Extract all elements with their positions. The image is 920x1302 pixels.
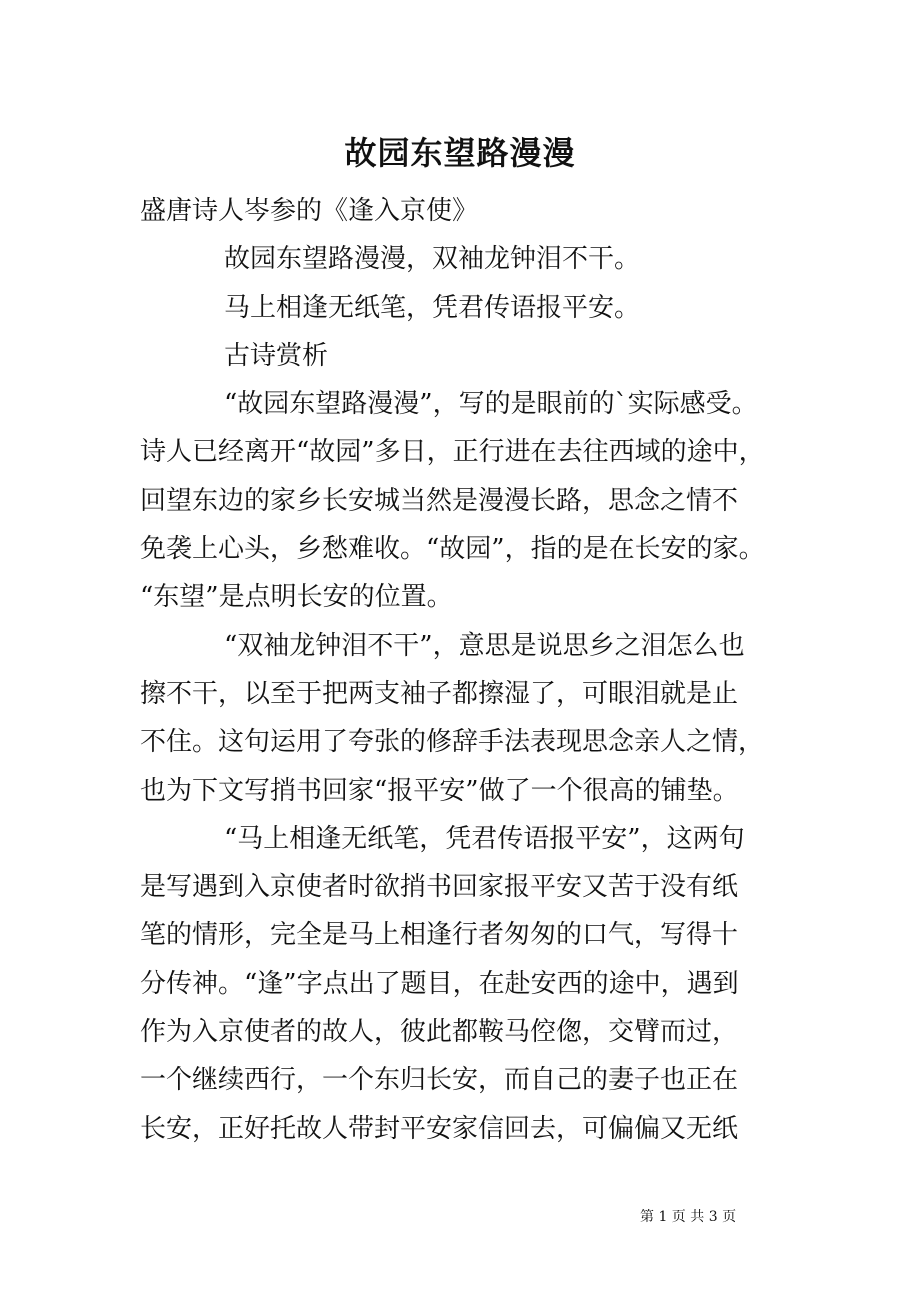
paragraph-line: “双袖龙钟泪不干”，意思是说思乡之泪怎么也 bbox=[224, 630, 745, 661]
paragraph-line: 回望东边的家乡长安城当然是漫漫长路，思念之情不 bbox=[140, 485, 739, 516]
paragraph-line: 不住。这句运用了夸张的修辞手法表现思念亲人之情， bbox=[140, 727, 765, 758]
page-title: 故园东望路漫漫 bbox=[344, 134, 576, 172]
article-body bbox=[140, 187, 800, 1153]
paragraph-line: 免袭上心头，乡愁难收。“故园”，指的是在长安的家。 bbox=[140, 534, 765, 565]
paragraph-line: 长安，正好托故人带封平安家信回去，可偏偏又无纸 bbox=[140, 1113, 739, 1144]
paragraph-line: 是写遇到入京使者时欲捎书回家报平安又苦于没有纸 bbox=[140, 872, 739, 903]
paragraph-line: “故园东望路漫漫”，写的是眼前的`实际感受。 bbox=[224, 389, 758, 420]
paragraph-line: 擦不干，以至于把两支袖子都擦湿了，可眼泪就是止 bbox=[140, 678, 739, 709]
paragraph-line: “东望”是点明长安的位置。 bbox=[140, 582, 453, 613]
section-heading: 古诗赏析 bbox=[224, 340, 329, 371]
intro-line: 盛唐诗人岑参的《逢入京使》 bbox=[140, 196, 479, 226]
poem-line-1: 故园东望路漫漫，双袖龙钟泪不干。 bbox=[224, 244, 641, 275]
page-number: 第 1 页 共 3 页 bbox=[640, 1209, 737, 1225]
paragraph-line: “马上相逢无纸笔，凭君传语报平安”，这两句 bbox=[224, 823, 745, 854]
paragraph-line: 也为下文写捎书回家“报平安”做了一个很高的铺垫。 bbox=[140, 775, 739, 806]
paragraph-line: 作为入京使者的故人，彼此都鞍马倥偬，交臂而过， bbox=[140, 1017, 739, 1048]
paragraph-line: 分传神。“逢”字点出了题目，在赴安西的途中，遇到 bbox=[140, 968, 739, 999]
paragraph-line: 笔的情形，完全是马上相逢行者匆匆的口气，写得十 bbox=[140, 920, 739, 951]
paragraph-line: 一个继续西行，一个东归长安，而自己的妻子也正在 bbox=[140, 1065, 739, 1096]
paragraph-line: 诗人已经离开“故园”多日，正行进在去往西域的途中， bbox=[140, 437, 765, 468]
poem-line-2: 马上相逢无纸笔，凭君传语报平安。 bbox=[224, 292, 641, 323]
